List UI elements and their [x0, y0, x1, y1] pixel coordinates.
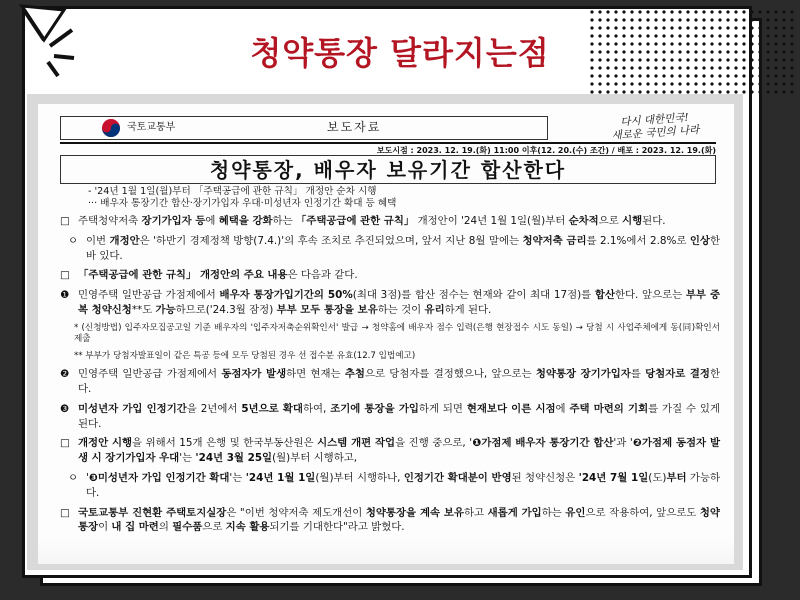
- press-label: 보도자료: [327, 120, 382, 135]
- paragraph-marker: □: [60, 215, 70, 227]
- paragraph-marker: ❶: [60, 289, 70, 302]
- text-run: 하는: [272, 215, 296, 227]
- bold-run: 「주택공급에 관한 규칙」: [295, 215, 415, 227]
- paragraph-text: [78, 268, 720, 283]
- slogan: [585, 109, 724, 144]
- text-run: (월)부터 시행하나,: [315, 471, 404, 484]
- bold-run: '24년 7월 1일: [578, 471, 649, 484]
- text-run: 에: [555, 402, 570, 415]
- slogan-line1: 다시 대한민국!: [619, 111, 690, 129]
- paragraph-marker: □: [60, 506, 70, 519]
- text-run: 하면 현재는: [286, 368, 345, 381]
- text-run: 민영주택 일반공급 가점제에서: [78, 368, 222, 381]
- text-run: 으로: [202, 521, 226, 534]
- bold-run: 청약통장: [78, 506, 720, 534]
- paragraph: [60, 506, 720, 536]
- bold-run: 인정기간 확대분이 반영: [403, 471, 512, 484]
- paragraph-text: [74, 351, 415, 361]
- bold-run: 국토교통부 진현환 주택토지실장: [78, 506, 227, 519]
- text-run: ** 부부가 당첨자발표일이 같은 특공 등에 모두 당첨된 경우 선 접수분 유효(12.7 입법예고): [74, 350, 416, 361]
- bold-run: 장기가입자 등: [141, 215, 206, 227]
- slide-title: 청약통장 달라지는점: [250, 34, 550, 72]
- paragraph-marker: ㅇ: [68, 234, 79, 247]
- bold-run: 합산: [594, 289, 615, 302]
- bold-run: ❸미성년자 가입 인정기간 확대: [88, 471, 230, 484]
- bold-run: 부터: [666, 471, 687, 484]
- text-run: 을 진행 중으로, ': [395, 437, 473, 450]
- bold-run: 지속 활용: [225, 521, 270, 534]
- text-run: 된다.: [642, 215, 666, 227]
- bold-run: '24년 3월 25일: [195, 452, 273, 465]
- bold-run: '24년 1월 1일: [245, 471, 316, 484]
- bold-run: 시스템 개편 작업: [317, 437, 396, 450]
- bold-run: 당첨자로 결정: [645, 368, 710, 381]
- paragraph: [74, 323, 720, 346]
- bold-run: 혜택을 강화: [218, 215, 273, 227]
- text-run: (월)부터 시행하고,: [272, 452, 358, 465]
- bold-run: 부부 중복 청약신청: [78, 289, 720, 316]
- text-run: 한다.: [78, 368, 720, 396]
- paragraph: [68, 234, 720, 264]
- press-release-document: [38, 104, 734, 564]
- bold-run: 동점자가 발생: [221, 368, 287, 381]
- bold-run: 추첨: [344, 368, 365, 381]
- paragraph-text: [74, 323, 720, 345]
- bold-run: 청약저축 금리: [522, 234, 587, 247]
- bold-run: 청약통장을 계속 보유: [365, 506, 464, 519]
- bold-run: 필수품: [172, 521, 203, 534]
- paragraph-marker: □: [60, 437, 70, 450]
- text-run: 되기를 기대한다"라고 밝혔다.: [269, 521, 405, 534]
- text-run: 주택청약저축: [78, 215, 142, 227]
- text-run: 은 '하반기 경제정책 방향(7.4.)'의 후속 조치로 추진되었으며, 앞서 지난 8월 말에는: [139, 234, 523, 247]
- text-run: 된 청약신청은: [511, 471, 579, 484]
- text-run: 를: [630, 368, 646, 381]
- slogan-line2: 새로운 국민의 나라: [611, 123, 700, 142]
- paragraph-text: [78, 214, 720, 229]
- page-fade: [38, 540, 734, 564]
- text-run: 하고: [463, 506, 488, 519]
- bold-run: 배우자 통장가입기간의 50%: [219, 289, 353, 302]
- text-run: '는: [229, 471, 246, 484]
- headline: 청약통장, 배우자 보유기간 합산한다: [60, 155, 716, 184]
- bold-run: ❷가점제 동점자 발생 시 장기가입자 우대: [78, 437, 720, 465]
- text-run: '는: [179, 452, 196, 465]
- paragraph: [68, 471, 720, 501]
- text-run: 에: [205, 215, 219, 227]
- text-run: 하는 것이: [377, 303, 425, 316]
- paragraph-text: [78, 402, 720, 432]
- paragraph-marker: ㅇ: [68, 471, 79, 484]
- subhead-1: - '24년 1월 1일(월)부터 「주택공급에 관한 규칙」 개정안 순차 시행: [88, 186, 377, 197]
- bold-run: 「주택공급에 관한 규칙」 개정안의 주요 내용: [78, 269, 288, 282]
- embargo-line: 보도시점 : 2023. 12. 19.(화) 11:00 이후(12. 20.(수) 조간) / 배포 : 2023. 12. 19.(화): [60, 142, 716, 156]
- paragraph-text: [86, 234, 720, 264]
- text-run: 하게 되면: [418, 402, 467, 415]
- subhead-2: ··· 배우자 통장기간 합산·장기가입자 우대·미성년자 인정기간 확대 등 혜택: [88, 198, 397, 210]
- text-run: (최대 3점)를 합산 점수는 현재와 같이 최대 17점)를: [352, 289, 595, 302]
- text-run: 을 위해서 15개 은행 및 한국부동산원은: [132, 437, 318, 450]
- text-run: 하여,: [302, 402, 331, 415]
- paragraph: [74, 351, 720, 363]
- paragraph: [60, 288, 720, 318]
- paragraph-marker: □: [60, 269, 70, 282]
- government-emblem-icon: [101, 118, 121, 138]
- paragraph: [60, 402, 720, 432]
- ministry-name: 국토교통부: [127, 121, 176, 133]
- bold-run: 현재보다 이른 시점: [466, 402, 556, 415]
- bold-run: 개정안 시행: [78, 437, 133, 450]
- bold-run: 순차적: [568, 215, 599, 227]
- text-run: 의: [158, 521, 173, 534]
- paragraph-text: [86, 471, 720, 501]
- bold-run: 유인: [565, 506, 586, 519]
- text-run: 으로 작용하여, 앞으로도: [585, 506, 700, 519]
- text-run: 이: [98, 521, 112, 534]
- text-run: (도): [648, 471, 667, 484]
- text-run: 은 "이번 청약저축 제도개선이: [226, 506, 366, 519]
- bold-run: ❶가점제 배우자 통장기간 합산: [472, 437, 614, 450]
- text-run: 을 2년에서: [186, 402, 242, 415]
- bold-run: 조기에 통장을 가입: [330, 402, 419, 415]
- text-run: 를 2.1%에서 2.8%로: [586, 234, 690, 247]
- text-run: 민영주택 일반공급 가점제에서: [78, 289, 220, 302]
- bold-run: 새롭게 가입: [487, 506, 542, 519]
- document-header: [60, 116, 548, 140]
- text-run: 개정안이 '24년 1월 1일(월)부터: [414, 215, 569, 227]
- text-run: 은 다음과 같다.: [287, 269, 358, 282]
- bold-run: 내 집 마련: [111, 521, 159, 534]
- paragraph: [60, 268, 720, 283]
- text-run: 가능하다.: [86, 471, 721, 499]
- paragraph-text: [78, 288, 720, 318]
- document-body: [60, 214, 720, 540]
- paragraph: [60, 367, 720, 397]
- bold-run: 유리: [424, 303, 445, 316]
- text-run: 이번: [86, 234, 110, 247]
- bold-run: 시행: [622, 215, 643, 227]
- bold-run: 인상: [689, 234, 710, 247]
- bold-run: 주택 마련의 기회: [569, 402, 649, 415]
- text-run: 를 가질 수 있게 된다.: [78, 402, 720, 430]
- text-run: 으로: [598, 215, 623, 227]
- paragraph-marker: ❸: [60, 402, 70, 415]
- paragraph: [60, 436, 720, 466]
- text-run: '과 ': [613, 437, 633, 450]
- paragraph-text: [78, 436, 720, 466]
- text-run: 하므로('24.3월 잠정): [175, 303, 277, 316]
- paragraph-marker: ❷: [60, 368, 70, 381]
- bold-run: 개정안: [109, 234, 140, 247]
- text-run: 한다. 앞으로는: [614, 289, 686, 302]
- text-run: * (신청방법) 입주자모집공고일 기준 배우자의 '입주자저축순위확인서' 발급 → 청약홈에 배우자 점수 입력(은행 현장접수 시도 동일) → 당첨 시 사업주체에게 동(同)확인서 제출: [74, 322, 720, 345]
- text-run: 한 바 있다.: [86, 234, 720, 262]
- text-run: 으로 당첨자를 결정했으나, 앞으로는: [364, 368, 536, 381]
- paragraph: [60, 214, 720, 229]
- bold-run: 5년으로 확대: [241, 402, 303, 415]
- text-run: 하게 된다.: [444, 303, 492, 316]
- bold-run: 가능: [155, 303, 176, 316]
- bold-run: 부부 모두 통장을 보유: [276, 303, 378, 316]
- text-run: **도: [131, 303, 156, 316]
- subheads: [88, 186, 718, 211]
- text-run: 하는: [541, 506, 566, 519]
- text-run: ': [86, 471, 89, 484]
- paragraph-text: [78, 367, 720, 397]
- bold-run: 청약통장 장기가입자: [535, 368, 631, 381]
- bold-run: 미성년자 가입 인정기간: [78, 402, 187, 415]
- paragraph-text: [78, 506, 720, 536]
